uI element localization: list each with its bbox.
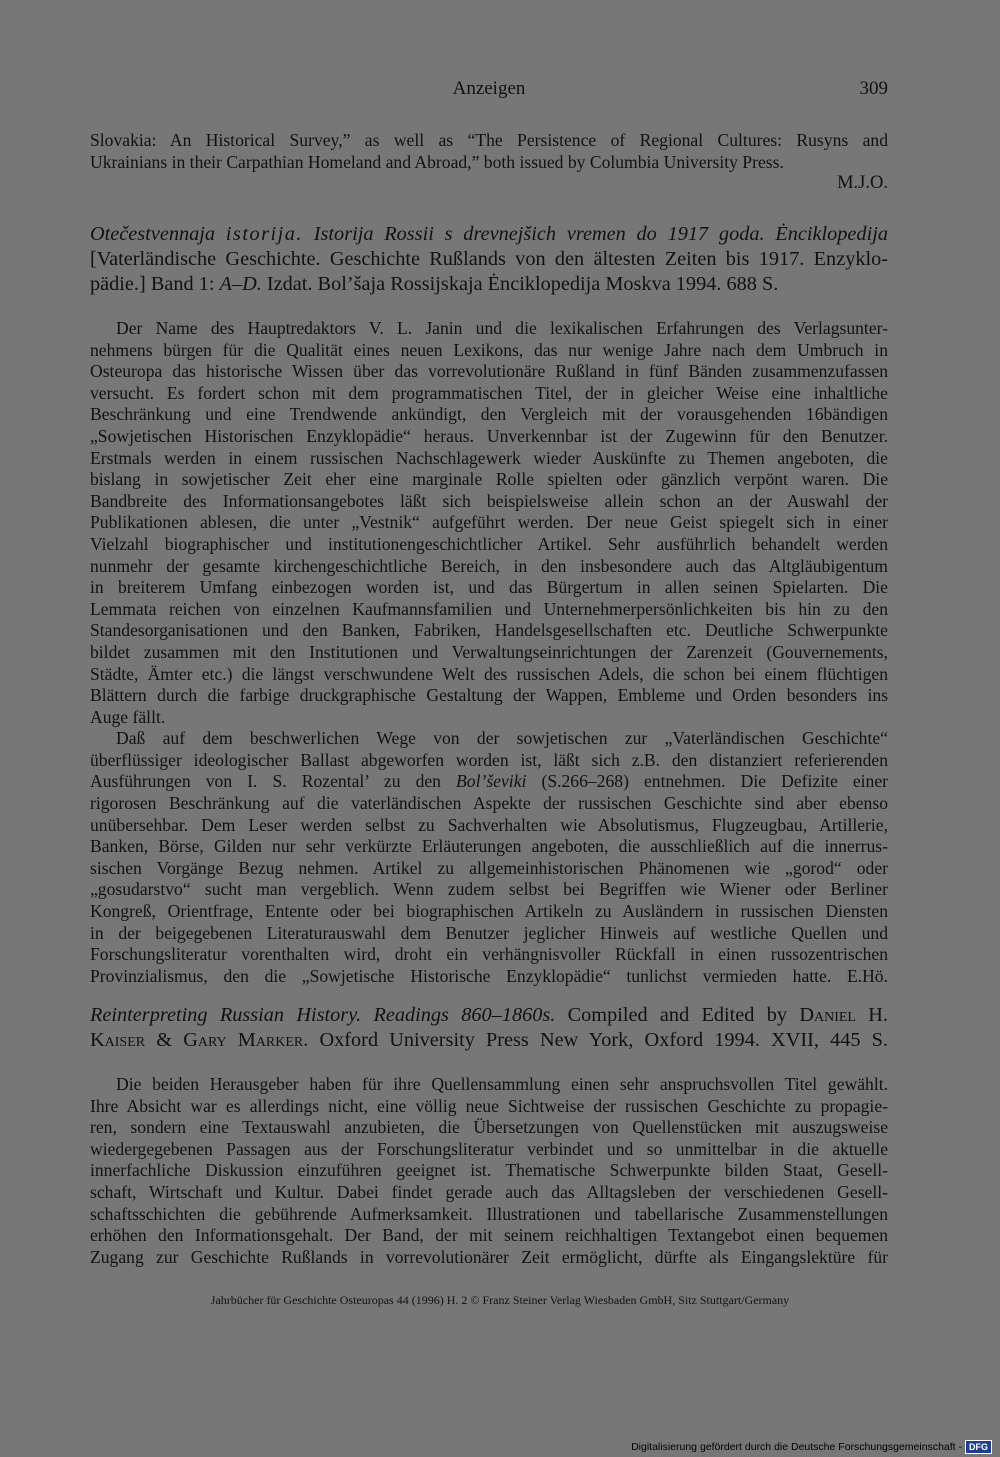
text-line: Beschränkung und eine Trendwende ankündigt, den Vergleich mit der vorausgehenden 16bändigen bbox=[90, 404, 888, 425]
entry-text: Izdat. Bol’šaja Rossijskaja Ėnciklopedija Moskva 1994. 688 S. bbox=[261, 273, 779, 295]
review-title bbox=[90, 1003, 888, 1028]
text-line: Daß auf dem beschwerlichen Wege von der sowjetischen zur „Vaterländischen Geschichte“ bbox=[116, 728, 888, 749]
text-line: Forschungsliteratur vorenthalten wird, droht ein verhängnisvoller Rückfall in einen russozentrischen bbox=[90, 944, 888, 965]
review-2-body bbox=[90, 1074, 888, 1268]
text-line: Vielzahl biographischer und institutionengeschichtlicher Artikel. Sehr ausführlich behandelt werden bbox=[90, 533, 888, 554]
text-line: Blättern durch die farbige druckgraphische Gestaltung der Wappen, Embleme und Orden besonders ins bbox=[90, 685, 888, 706]
editor-name: Gary Marker bbox=[183, 1029, 304, 1051]
text-line: überflüssiger ideologischer Ballast abgeworfen worden ist, läßt sich z.B. den distanziert referierenden bbox=[90, 749, 888, 770]
line-text: Bol’ševiki bbox=[456, 771, 527, 792]
editor-name: Daniel H. bbox=[799, 1004, 888, 1026]
text-line: Publikationen ablesen, die unter „Vestnik“ aufgeführt werden. Der neue Geist spiegelt sich in einer bbox=[90, 512, 888, 533]
text-line: Der Name des Hauptredaktors V. L. Janin und die lexikalischen Erfahrungen des Verlagsunter- bbox=[116, 318, 888, 338]
text-line: Kongreß, Orientfrage, Entente oder bei biographischen Artikeln zu Ausländern in russischen Diensten bbox=[90, 901, 888, 922]
entry-text: . Oxford University Press New York, Oxford 1994. XVII, 445 S. bbox=[303, 1029, 889, 1051]
text-line: Osteuropa das historische Wissen über das vorrevolutionäre Rußland in fünf Bänden zusammenzufassen bbox=[90, 361, 888, 382]
review-2-entry bbox=[90, 1003, 888, 1053]
previous-review-end bbox=[90, 130, 888, 195]
digitization-text: Digitalisierung gefördert durch die Deutsche Forschungsgemeinschaft - bbox=[631, 1441, 962, 1453]
title-part: Otečestvennaja bbox=[90, 223, 216, 245]
editor-name: Kaiser bbox=[90, 1029, 146, 1051]
dfg-logo: DFG bbox=[965, 1440, 992, 1454]
page-header bbox=[90, 78, 888, 104]
text-line: in breiterem Umfang einbezogen worden ist, und das Bürgertum in allen seinen Spielarten. Die bbox=[90, 577, 888, 598]
review-1-body bbox=[90, 318, 888, 987]
journal-footer: Jahrbücher für Geschichte Osteuropas 44 (1996) H. 2 © Franz Steiner Verlag Wiesbaden GmbH, Sitz Stuttgart/Germany bbox=[210, 1293, 790, 1307]
text-line: innerfachliche Diskussion einzuführen geeignet ist. Thematische Schwerpunkte bilden Staat, Gesell- bbox=[90, 1160, 888, 1181]
text-line: Auge fällt. bbox=[90, 706, 166, 727]
title-part: Reinterpreting Russian History. Readings 860–1860s. bbox=[90, 1004, 556, 1026]
text-line: Provinzialismus, den die „Sowjetische Historische Enzyklopädie“ tunlichst vermieden hatte. E.Hö. bbox=[90, 965, 888, 986]
text-line bbox=[90, 771, 888, 793]
text-line: Banken, Börse, Gilden nur sehr verkürzte Erläuterungen angeboten, die ausschließlich auf die innerrus- bbox=[90, 836, 888, 857]
text-line: Bandbreite des Informationsangebotes läßt sich beispielsweise allein schon an der Auswahl der bbox=[90, 490, 888, 511]
line-text: (S.266–268) entnehmen. Die Defizite einer bbox=[526, 771, 889, 792]
text-line: sischen Vorgänge Bezug nehmen. Artikel zu allgemeinhistorischen Phänomenen wie „gorod“ oder bbox=[90, 857, 888, 878]
text-line: schaftsschichten die gebührende Aufmerksamkeit. Illustrationen und tabellarische Zusammenstellungen bbox=[90, 1203, 888, 1224]
text-line: Slovakia: An Historical Survey,” as well as “The Persistence of Regional Cultures: Rusyns and bbox=[90, 130, 888, 150]
text-line: bislang in sowjetischer Zeit eher eine marginale Rolle spielten oder gänzlich verpönt waren. Die bbox=[90, 469, 888, 490]
review-title bbox=[90, 222, 888, 247]
digitization-notice bbox=[631, 1440, 992, 1454]
review-entry-line: [Vaterländische Geschichte. Geschichte Rußlands von den ältesten Zeiten bis 1917. Enzyklo- bbox=[90, 248, 888, 270]
text-line: Städte, Ämter etc.) die längst verschwundene Welt des russischen Adels, die schon bei einem flüchtigen bbox=[90, 663, 888, 684]
text-line: wiedergegebenen Passagen aus der Forschungsliteratur verbindet und so unmittelbar in die aktuelle bbox=[90, 1138, 888, 1159]
review-entry-line bbox=[90, 272, 888, 297]
text-line: „gosudarstvo“ sucht man vergeblich. Wenn zudem selbst bei Begriffen wie Wiener oder Berliner bbox=[90, 879, 888, 900]
text-line: Die beiden Herausgeber haben für ihre Quellensammlung einen sehr anspruchsvollen Titel gewählt. bbox=[116, 1074, 888, 1094]
entry-text: & bbox=[145, 1029, 184, 1051]
entry-text: A–D. bbox=[219, 273, 262, 295]
page-number: 309 bbox=[859, 78, 888, 99]
text-line: bildet zusammen mit den Institutionen und Verwaltungseinrichtungen der Zarenzeit (Gouvernements, bbox=[90, 641, 888, 662]
text-line: nehmens bürgen für die Qualität eines neuen Lexikons, das nur wenige Jahre nach dem Umbruch in bbox=[90, 339, 888, 360]
line-text: Ausführungen von I. S. Rozental’ zu den bbox=[90, 771, 457, 792]
review-1-entry bbox=[90, 222, 888, 297]
text-line: Zugang zur Geschichte Rußlands in vorrevolutionärer Zeit ermöglicht, dürfte als Eingangslektüre für bbox=[90, 1246, 888, 1267]
title-part: Istorija Rossii s drevnejšich vremen do 1917 goda. Ėnciklopedija bbox=[313, 223, 888, 245]
review-paragraph bbox=[90, 318, 888, 728]
text-line: rigorosen Beschränkung auf die vaterländischen Aspekte der russischen Geschichte sind aber ebenso bbox=[90, 793, 888, 814]
text-line: Erstmals werden in einem russischen Nachschlagewerk wieder Auskünfte zu Themen angeboten, die bbox=[90, 447, 888, 468]
text-line: „Sowjetischen Historischen Enzyklopädie“ heraus. Unverkennbar ist der Zugewinn für den Benutzer. bbox=[90, 425, 888, 446]
running-title: Anzeigen bbox=[452, 78, 526, 99]
text-line: Lemmata reichen von einzelnen Kaufmannsfamilien und Unternehmerpersönlichkeiten bis hin zu den bbox=[90, 598, 888, 619]
text-line: Standesorganisationen und den Banken, Fabriken, Handelsgesellschaften etc. Deutliche Schwerpunkte bbox=[90, 620, 888, 641]
title-part: istorija. bbox=[225, 223, 303, 245]
text-line: nunmehr der gesamte kirchengeschichtliche Bereich, in den insbesondere auch das Altgläubigentum bbox=[90, 555, 888, 576]
text-line: ren, sondern eine Textauswahl anzubieten, die Übersetzungen von Quellenstücken mit auszugsweise bbox=[90, 1117, 888, 1138]
text-line: Ihre Absicht war es allerdings nicht, eine völlig neue Sichtweise der russischen Geschichte zu propagie- bbox=[90, 1095, 888, 1116]
title-part: Compiled and Edited by bbox=[555, 1004, 800, 1026]
text-line: versucht. Es fordert schon mit dem programmatischen Titel, der in gleicher Weise eine inhaltliche bbox=[90, 382, 888, 403]
text-line: in der beigegebenen Literaturauswahl dem Benutzer jeglicher Hinweis auf westliche Quellen und bbox=[90, 922, 888, 943]
entry-text: pädie.] Band 1: bbox=[90, 273, 220, 295]
text-line: unübersehbar. Dem Leser werden selbst zu Sachverhalten wie Absolutismus, Flugzeugbau, Artillerie, bbox=[90, 814, 888, 835]
text-line: erhöhen den Informationsgehalt. Der Band, der mit seinem reichhaltigen Textangebot einen bequemen bbox=[90, 1225, 888, 1246]
reviewer-signature: M.J.O. bbox=[837, 173, 888, 194]
text-line: Ukrainians in their Carpathian Homeland and Abroad,” both issued by Columbia University Press. bbox=[90, 151, 784, 172]
text-line: schaft, Wirtschaft und Kultur. Dabei findet gerade auch das Alltagsleben der verschiedenen Gesell- bbox=[90, 1181, 888, 1202]
review-entry-line bbox=[90, 1028, 888, 1053]
review-paragraph bbox=[90, 728, 888, 987]
